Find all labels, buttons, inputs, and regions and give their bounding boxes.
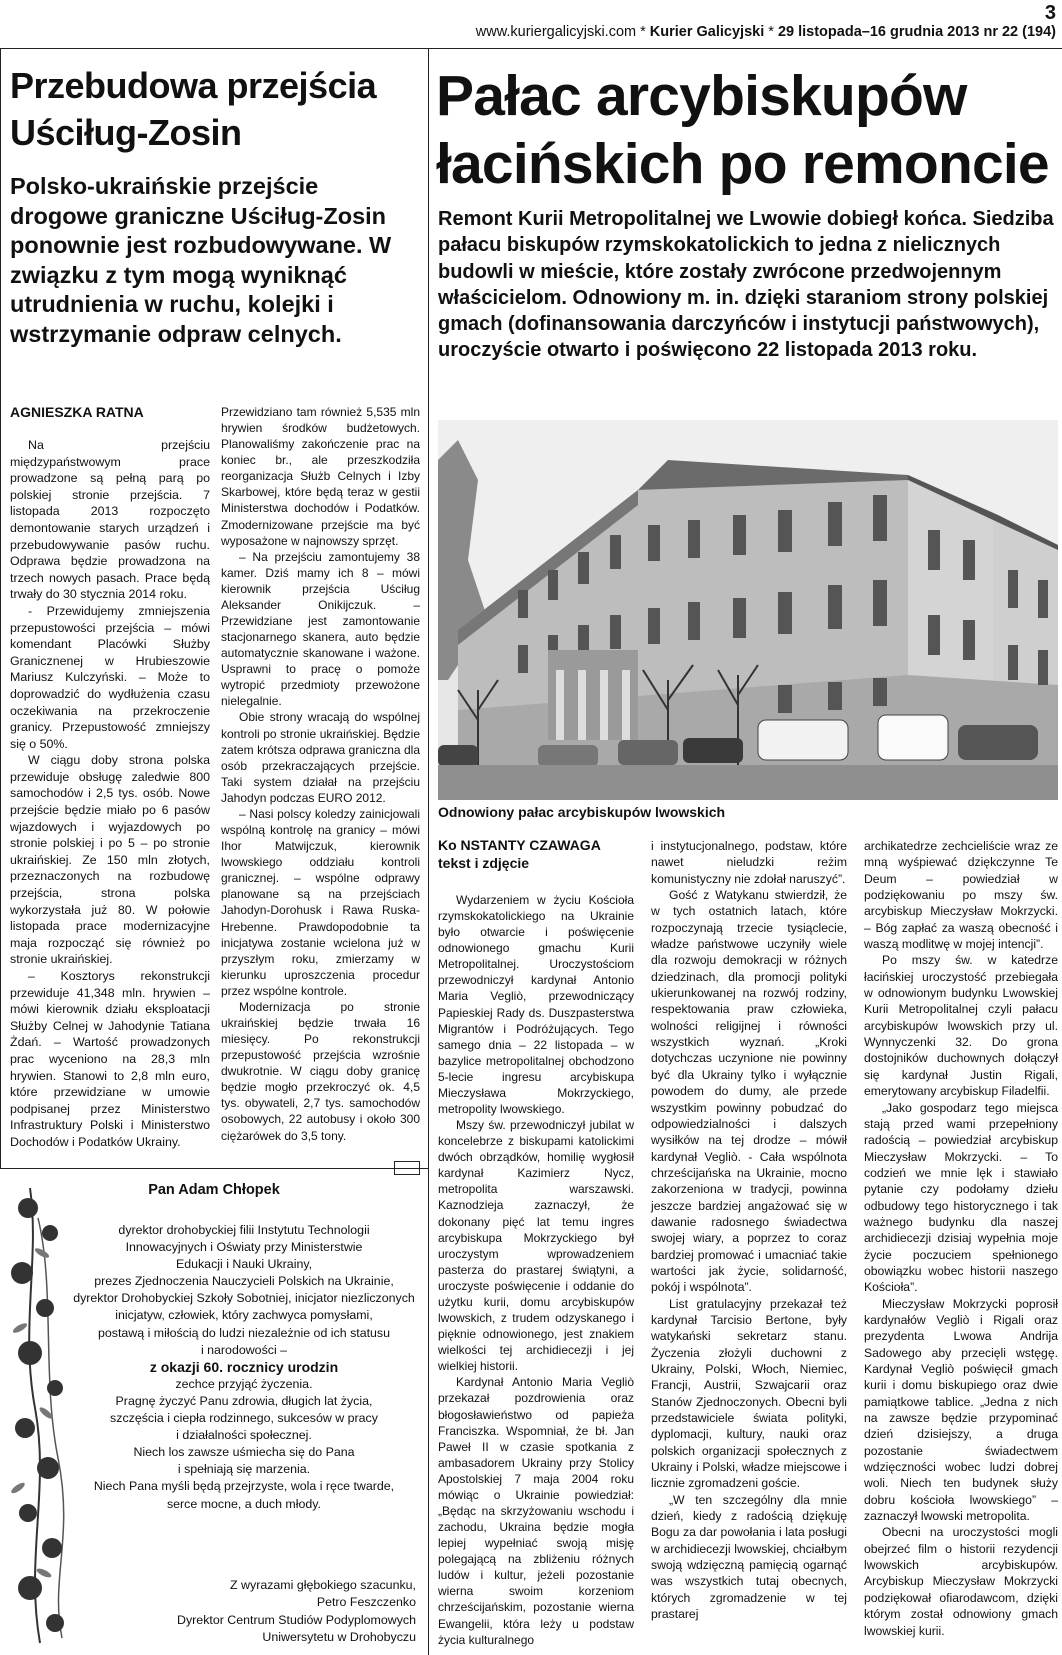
paragraph: archikatedrze zechcieliście wraz ze mną wyśpiewać dziękczynne Te Deum – powiedział w podziękowaniu po mszy św. arcybiskup Mieczysław Mokrzycki. – Bóg zapłać za waszą obecność i waszą modlitwę w mojej intencji”. <box>864 839 1058 952</box>
paper-name: Kurier Galicyjski <box>649 24 765 40</box>
paragraph: Gość z Watykanu stwierdził, że w tych ostatnich latach, które rozpoczynają trzecie tysiąclecie, władze państwowe uczyniły wiele dla rozwoju demokracji w różnych dziedzinach, dla promocji polityki ukierunkowanej na rozwój rodziny, respektowania praw człowieka, wolności religijnej i równości wszystkich wyznań. „Kroki dotychczas uczynione nie powinny być dla Ukrainy tylko i wyłącznie powodem do dumy, ale przede wszystkim powinny pobudzać do odpowiedzialności i dalszych wysiłków na tej drodze – mówił kardynał Vegliò. - Cała wspólnota chrześcijańska na Ukrainie, mocno zakorzeniona w tradycji, powinna jeszcze bardziej angażować się w dawanie radosnego świadectwa swojej wiary, a poprzez to coraz bardziej promować i umacniać takie wartości jak życie, solidarność, pokój i wspólnota”. <box>651 888 847 1295</box>
photo-caption: Odnowiony pałac arcybiskupów lwowskich <box>438 804 726 820</box>
paragraph: „W ten szczególny dla mnie dzień, kiedy z radością dziękuję Bogu za dar powołania i lata posługi w archidiecezji lwowskiej, chciałbym swoją wdzięczną pamięcią ogarnąć was wszystkich tutaj obecnych, których zgromadzenie w tej prastarej <box>651 1492 847 1622</box>
masthead-line: www.kuriergalicyjski.com * Kurier Galicyjski * 29 listopada–16 grudnia 2013 nr 22 (194) <box>475 24 1056 40</box>
column-divider <box>428 48 429 1655</box>
paragraph: Mieczysław Mokrzycki poprosił kardynałów Vegliò i Rigali oraz prezydenta Lwowa Andrija Sadowego aby przecięli wstęgę. Kardynał Vegliò poświęcił gmach kurii i domu biskupiego oraz dwie pamiątkowe tablice. „Jedna z nich na zawsze będzie przypominać dzień dzisiejszy, a druga pozostanie świadectwem wdzięczności wobec ludzi dobrej woli. Niech ten budynek służy dobru kościoła lwowskiego” – zaznaczył lwowski metropolita. <box>864 1296 1058 1524</box>
right-article-column-1 <box>438 892 634 1648</box>
palace-photo <box>438 420 1058 800</box>
right-article-column-2 <box>651 838 847 1623</box>
paragraph: – Kosztorys rekonstrukcji przewiduje 41,348 mln. hrywien – mówi kierownik działu eksploatacji Służby Celnej w Jahodynie Tatiana Żdań. – Wartość prowadzonych prac wyceniono na 28,3 mln hrywien. Stanowi to 2,8 mln euro, które przewidziane w umowie podpisanej przez Ministerstwo Infrastruktury Polski i Ministerstwo Dochodów i Podatków Ukrainy. <box>10 969 210 1149</box>
paragraph: – Na przejściu zamontujemy 38 kamer. Dziś mamy ich 8 – mówi kierownik przejścia Uściług Aleksander Onikijczuk. –Przewidziane jest zamontowanie stacjonarnego skanera, auto będzie automatycznie skanowane i ważone. Usprawni to pracę o pomoże wytropić przedmioty przewożone nielegalnie. <box>221 549 420 709</box>
right-article-title: Pałac arcybiskupów łacińskich po remoncie <box>436 64 1049 196</box>
paragraph: - Przewidujemy zmniejszenia przepustowości przejścia – mówi komendant Placówki Służby Granicznenej w Hrubieszowie Mariusz Kulczyński. – Może to doprowadzić do wydłużenia czasu oczekiwania na przekroczenie granicy. Przepustowość zmniejszy się o 50%. <box>10 603 210 751</box>
issue-info: 29 listopada–16 grudnia 2013 nr 22 (194) <box>777 24 1056 40</box>
paragraph: – Nasi polscy koledzy zainicjowali wspólną kontrolę na granicy – mówi Ihor Matwijczuk, kierownik lwowskiego oddziału kontroli granicznej. – wspólne odprawy planowane są na przejściach Jahodyn-Dorohusk i Rawa Ruska-Hrebenne. Prawdopodobnie ta inicjatywa zostanie wcielona już w przyszłym roku, zmierzamy w kierunku uproszczenia procedur przez wspólne kontrole. <box>221 806 420 998</box>
paragraph: Przewidziano tam również 5,535 mln hrywien środków budżetowych. Planowaliśmy zakończenie prac na koniec br., ale przeszkodziła reorganizacja Służb Celnych i Izby Skarbowej, które będą teraz w gestii Ministerstwa dochodów i Podatków. Zmodernizowane przejście ma być wyposażone w najnowszy sprzęt. <box>221 405 420 548</box>
tribute-occasion: z okazji 60. rocznicy urodzin <box>149 1358 339 1375</box>
left-article-column-1 <box>10 437 210 1151</box>
right-article-lead: Remont Kurii Metropolitalnej we Lwowie dobiegł końca. Siedziba pałacu biskupów rzymskokatolickich to jedna z nielicznych budowli w mieście, które zostały zwrócone przedwojennym właścicielom. Odnowiony m. in. dzięki staraniom strony polskiej gmach (dofinansowania darczyńców i instytucji państwowych), uroczyście otwarto i poświęcono 22 listopada 2013 roku. <box>438 208 1054 362</box>
right-article-column-3 <box>864 838 1058 1639</box>
paragraph: Mszy św. przewodniczył jubilat w koncelebrze z biskupami katolickimi dwóch obrządków, homilię wygłosił kardynał Kazimierz Nycz, metropolita warszawski. Kaznodzieja zaznaczył, że dokonany pięć lat temu ingres arcybiskupa Mokrzyckiego był uroczystym wprowadzeniem pasterza do prastarej świątyni, a uroczyste poświęcenie i oddanie do użytku kurii, domu arcybiskupów lwowskich, z trudem odzyskanego i pięknie odnowionego, jest znakiem wielkości tej archidiecezji i jej wielkiej historii. <box>438 1118 634 1374</box>
paragraph: Modernizacja po stronie ukraińskiej będzie trwała 16 miesięcy. Po rekonstrukcji przepustowość przejścia wzrośnie dwukrotnie. W ciągu doby granicę będzie mogło przekroczyć ok. 4,5 tys. obywateli, 2,7 tys. samochodów osobowych, 22 autobusy i około 300 ciężarówek do 3,5 tony. <box>221 999 420 1143</box>
site-url[interactable]: www.kuriergalicyjski.com <box>475 24 637 40</box>
paragraph: Obecni na uroczystości mogli obejrzeć film o historii rezydencji lwowskich arcybiskupów. Arcybiskup Mieczysław Mokrzycki podziękował ofiarodawcom, dzięki którym został odnowiony gmach lwowskiej kurii. <box>864 1525 1058 1638</box>
left-article-column-2 <box>221 404 420 1144</box>
tribute-box <box>0 1168 428 1655</box>
header-rule <box>0 48 1062 49</box>
page-number: 3 <box>1044 2 1056 24</box>
paragraph: Obie strony wracają do wspólnej kontroli po stronie ukraińskiej. Będzie zatem krótsza odprawa graniczna dla osób przekraczających przejście. Taki system działał na przejściu Jahodyn podczas EURO 2012. <box>221 710 420 805</box>
left-article-title: Przebudowa przejścia Uściług-Zosin <box>10 65 377 153</box>
paragraph: Wydarzeniem w życiu Kościoła rzymskokatolickiego na Ukrainie było otwarcie i poświęcenie odnowionego gmachu Kurii Metropolitalnej. Uroczystościom przewodniczył kardynał Antonio Maria Vegliò, przewodniczący Papieskiej Rady ds. Duszpasterstwa Migrantów i Podróżujących. Tego samego dnia – 22 listopada – w bazylice metropolitalnej obchodzono 5-lecie ingresu arcybiskupa Mieczysława Mokrzyckiego, metropolity lwowskiego. <box>438 893 634 1117</box>
paragraph: Kardynał Antonio Maria Vegliò przekazał pozdrowienia oraz błogosławieństwo od papieża Franciszka. Wspomniał, że bł. Jan Paweł II w czasie spotkania z ambasadorem Ukrainy przy Stolicy Apostolskiej 7 maja 2004 roku mówiąc o Ukrainie powiedział: „Będąc na skrzyżowaniu wschodu i zachodu, Ukraina będzie mogła lepiej wypełniać swoją misję polegającą na zbliżeniu różnych ludów i kultur, jeżeli pozostanie wierna swoim korzeniom chrześcijańskim, pozostanie wierna Ewangelii, która leży u podstaw życia kulturalnego <box>438 1375 634 1647</box>
left-article-lead: Polsko-ukraińskie przejście drogowe graniczne Uściług-Zosin ponownie jest rozbudowywane. W związku z tym mogą wyniknąć utrudnienia w ruchu, kolejki i wstrzymanie odpraw celnych. <box>10 173 392 347</box>
paragraph: Na przejściu międzypaństwowym prace prowadzone są pełną parą po polskiej stronie przejścia. 7 listopada 2013 rozpoczęto demontowanie starych urządzeń i przebudowywanie pasów ruchu. Odprawa będzie prowadzona na trzech nowych pasach. Prace będą trwały do 30 stycznia 2014 roku. <box>10 438 210 602</box>
page-header <box>0 0 1062 48</box>
paragraph: „Jako gospodarz tego miejsca stają przed wami przepełniony radością – powiedział arcybiskup Mieczysław Mokrzycki. – To codzień we mnie lęk i stawiało pytanie czy podołamy dziełu odbudowy tego historycznego i tak ważnego budynku dla naszej archidiecezji dzisiaj wypełnia moje życie poczuciem spełnionego obowiązku wobec historii naszego Kościoła”. <box>864 1100 1058 1295</box>
left-border <box>0 48 1 1168</box>
paragraph: Po mszy św. w katedrze łacińskiej uroczystość przebiegała w odnowionym budynku Lwowskiej Kurii Metropolitalnej czyli pałacu arcybiskupów lwowskich przy ul. Wynnyczenki 32. Do grona dostojników duchownych dołączył się kardynał Justin Rigali, emerytowany arcybiskup Filadelfii. <box>864 953 1058 1099</box>
paragraph: W ciągu doby strona polska przewiduje obsługę zaledwie 800 samochodów i 2,5 tys. osób. Nowe przejście będzie miało po 6 pasów wjazdowych i wyjazdowych po stronie polskiej i po 5 – po stronie ukraińskiej. Ze 150 mln złotych, przeznaczonych na rozbudowę przejścia, strona polska wykorzystała już 80. W połowie listopada prace modernizacyjne maja rozpocząć się również po stronie ukraińskiej. <box>10 753 210 967</box>
tribute-title: Pan Adam Chłopek <box>148 1182 280 1198</box>
paragraph: i instytucjonalnego, podstaw, które nawet nieludzki reżim komunistyczny nie zdołał naruszyć”. <box>651 839 847 886</box>
tribute-body: dyrektor drohobyckiej filii Instytutu Technologii Innowacyjnych i Oświaty przy Ministerstwie Edukacji i Nauki Ukrainy, prezes Zjednoczenia Nauczycieli Polskich na Ukrainie, dyrektor Drohobyckiej Szkoły Sobotniej, inicjator niezliczonych inicjatyw, człowiek, który zachwyca pomysłami, postawą i miłością do ludzi niezależnie od ich statusu i narodowości – z okazji 60. rocznicy urodzin zechce przyjąć życzenia. Pragnę życzyć Panu zdrowia, długich lat życia, szczęścia i ciepła rodzinnego, sukcesów w pracy i działalności społecznej. Niech los zawsze uśmiecha się do Pana i spełniają się marzenia. Niech Pana myśli będą przejrzyste, wola i ręce twarde, serce mocne, a duch młody. <box>60 1222 428 1513</box>
tribute-signature: Z wyrazami głębokiego szacunku, Petro Feszczenko Dyrektor Centrum Studiów Podyplomowych Uniwersytetu w Drohobyczu <box>177 1578 416 1645</box>
right-article-author: Ko NSTANTY CZAWAGA tekst i zdjęcie <box>438 837 601 871</box>
paragraph: List gratulacyjny przekazał też kardynał Tarcisio Bertone, były watykański sekretarz stanu. Życzenia złożyli duchowni z Ukrainy, Polski, Włoch, Niemiec, Francji, Austrii, Szwajcarii oraz Stanów Zjednoczonych. Obecni byli przedstawiciele świata polityki, dyplomacji, kultury, nauki oraz polskich organizacji społecznych z Ukrainy i Polski, władze miejscowe i licznie zgromadzeni goście. <box>651 1296 847 1491</box>
left-article-author: AGNIESZKA RATNA <box>10 404 144 420</box>
